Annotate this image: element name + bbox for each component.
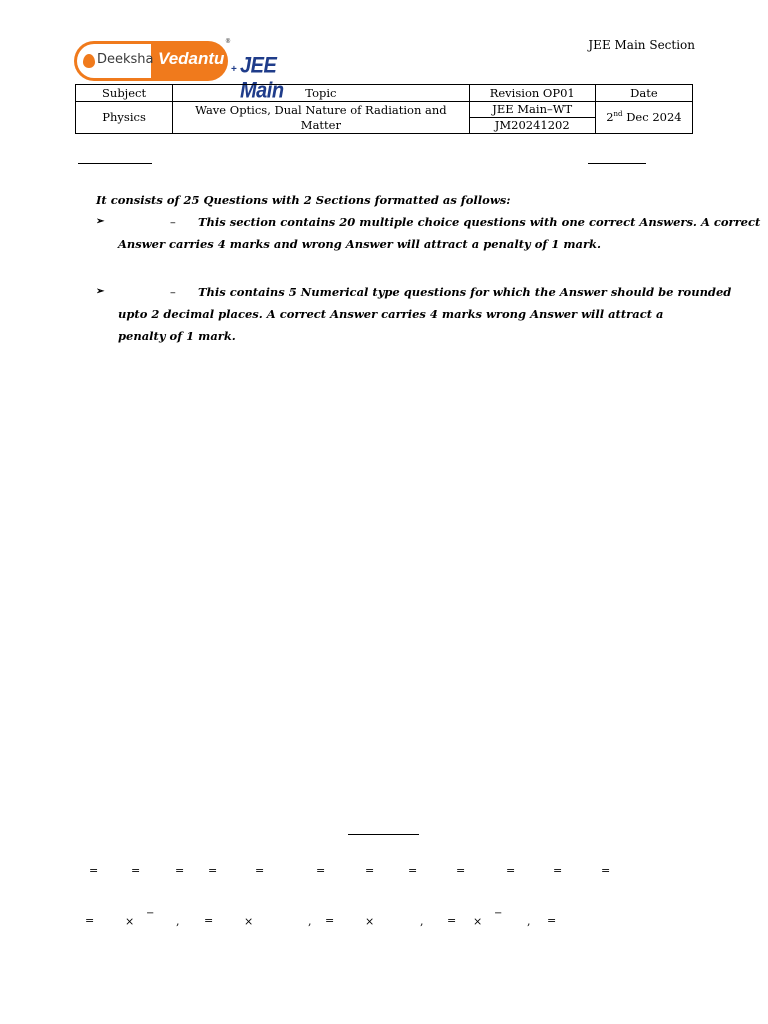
item-dash: –	[170, 285, 176, 299]
equals-sign: =	[547, 914, 557, 927]
comma: ,	[308, 915, 312, 928]
date-suffix: nd	[613, 110, 623, 119]
info-table-header-row	[76, 85, 693, 102]
subject-value: Physics	[76, 102, 173, 134]
equals-sign: =	[255, 864, 265, 877]
date-rest: Dec 2024	[622, 110, 682, 124]
equals-sign: =	[175, 864, 185, 877]
topic-header: Topic	[173, 85, 469, 102]
blank-rule-left	[78, 163, 152, 164]
bullet-arrow-icon: ➢	[96, 216, 105, 227]
test-code-value: JM20241202	[469, 118, 595, 134]
instructions-intro: It consists of 25 Questions with 2 Sections formatted as follows:	[96, 193, 511, 207]
times-sign: ×	[365, 915, 375, 928]
topic-value: Wave Optics, Dual Nature of Radiation and Matter	[173, 102, 469, 134]
blank-rule-right	[588, 163, 646, 164]
date-day: 2	[606, 110, 614, 124]
bullet-arrow-icon: ➢	[96, 286, 105, 297]
instruction-item	[96, 281, 732, 347]
info-table-row	[76, 102, 693, 118]
equals-sign: =	[204, 914, 214, 927]
times-sign: ×	[125, 915, 135, 928]
comma: ,	[420, 915, 424, 928]
equals-sign: =	[85, 914, 95, 927]
logo-registered-mark: ®	[225, 38, 231, 45]
equals-sign: =	[456, 864, 466, 877]
flame-icon	[83, 54, 95, 68]
equals-sign: =	[325, 914, 335, 927]
minus-superscript: −	[146, 908, 155, 919]
equals-sign: =	[553, 864, 563, 877]
equals-sign: =	[506, 864, 516, 877]
minus-superscript: −	[494, 908, 503, 919]
logo-deeksha-text: Deeksha	[97, 52, 154, 67]
logo-plus: +	[231, 64, 237, 75]
instruction-rest: upto 2 decimal places. A correct Answer carries 4 marks wrong Answer will attract a penalty of 1 mark.	[118, 307, 664, 343]
equals-sign: =	[131, 864, 141, 877]
section-label: JEE Main Section	[588, 38, 695, 52]
times-sign: ×	[244, 915, 254, 928]
equals-sign: =	[447, 914, 457, 927]
instruction-first-line: This section contains 20 multiple choice questions with one correct Answers. A correct	[198, 215, 761, 229]
date-header: Date	[595, 85, 692, 102]
section-heading-rule	[348, 834, 419, 835]
equals-sign: =	[316, 864, 326, 877]
item-dash: –	[170, 215, 176, 229]
equals-sign: =	[208, 864, 218, 877]
comma: ,	[527, 915, 531, 928]
info-table	[75, 84, 693, 134]
date-value	[595, 102, 692, 134]
revision-header: Revision OP01	[469, 85, 595, 102]
equals-sign: =	[408, 864, 418, 877]
test-type-value: JEE Main–WT	[469, 102, 595, 118]
comma: ,	[176, 915, 180, 928]
logo-vedantu-text: Vedantu	[158, 49, 225, 68]
subject-header: Subject	[76, 85, 173, 102]
instruction-rest: Answer carries 4 marks and wrong Answer will attract a penalty of 1 mark.	[118, 237, 602, 251]
equals-sign: =	[365, 864, 375, 877]
logo-jee-main-text: JEE Main	[240, 53, 284, 104]
instruction-first-line: This contains 5 Numerical type questions for which the Answer should be rounded	[198, 285, 732, 299]
equals-sign: =	[89, 864, 99, 877]
times-sign: ×	[473, 915, 483, 928]
instruction-item	[96, 211, 761, 255]
equals-sign: =	[601, 864, 611, 877]
